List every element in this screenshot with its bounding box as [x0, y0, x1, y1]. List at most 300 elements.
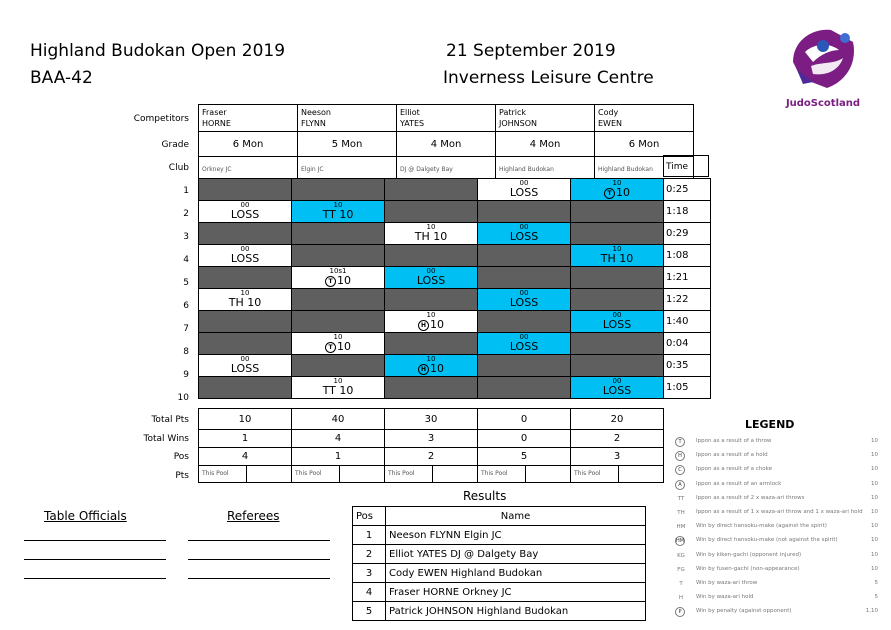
legend-description: Win by direct hansoku-make (not against the spirit): [696, 537, 838, 544]
label-club: Club: [168, 163, 189, 173]
contest-time-cell: 1:21: [664, 267, 711, 289]
pool-points-value: [526, 466, 570, 482]
score-box: [478, 333, 570, 354]
score-detail: 10: [612, 245, 622, 253]
legend-symbol: [672, 607, 690, 617]
pool-points-split: [478, 466, 570, 482]
score-detail: 00: [519, 223, 529, 231]
legend-description: Ippon as a result of 2 x waza-ari throws: [696, 494, 805, 501]
score-box: [385, 267, 477, 288]
contest-cell: [199, 355, 292, 377]
total-wins-row: [199, 430, 664, 448]
contest-number: 1: [183, 186, 189, 196]
result-value: 10: [430, 318, 444, 331]
legend-code: T: [679, 581, 683, 587]
legend-points: 10: [871, 494, 878, 501]
pool-points-cell: [385, 466, 478, 483]
legend-points: 10: [871, 509, 878, 515]
score-result: [385, 275, 477, 287]
legend-symbol: [672, 565, 690, 575]
referees-label: Referees: [227, 509, 280, 523]
score-box: [292, 333, 384, 354]
contest-number: 3: [183, 232, 189, 242]
result-value: LOSS: [509, 296, 539, 309]
result-pos: 4: [353, 583, 386, 602]
competitor-name-cell: [397, 105, 496, 132]
legend-points: 5: [874, 580, 878, 586]
result-value: LOSS: [602, 384, 632, 397]
result-value: LOSS: [230, 362, 260, 375]
logo-emblem-icon: [783, 22, 863, 94]
contest-cell: [385, 333, 478, 355]
score-result: [385, 363, 477, 375]
legend-symbol: [672, 480, 690, 490]
contest-row: [199, 377, 711, 399]
total-points-row: [199, 409, 664, 430]
contest-time-cell: 1:18: [664, 201, 711, 223]
event-venue: Inverness Leisure Centre: [443, 68, 654, 88]
contest-cell: [199, 245, 292, 267]
score-result: [571, 319, 663, 331]
throw-icon: T: [325, 276, 336, 287]
total-total-wins-cell: 2: [571, 430, 664, 448]
label-competitors: Competitors: [133, 114, 189, 124]
result-value: LOSS: [509, 230, 539, 243]
contest-cell: [199, 333, 292, 355]
competitor-last-name: JOHNSON: [499, 119, 538, 128]
pool-points-cell: [292, 466, 385, 483]
contest-cell: [385, 179, 478, 201]
total-total-pts-cell: 30: [385, 409, 478, 430]
score-detail: 00: [426, 267, 436, 275]
competitor-name-cell: [595, 105, 694, 132]
legend-description: Win by direct hansoku-make (against the spirit): [696, 523, 827, 530]
total-pos-cell: 5: [478, 448, 571, 466]
signature-line: [24, 540, 166, 541]
result-pos: 1: [353, 526, 386, 545]
hold-icon: H: [418, 364, 429, 375]
legend-code: TH: [677, 510, 685, 516]
legend-points: 10: [871, 551, 878, 558]
contest-cell: [571, 201, 664, 223]
score-box: [292, 377, 384, 398]
result-value: LOSS: [416, 274, 446, 287]
signature-line: [188, 578, 330, 579]
contest-cell: [571, 377, 664, 399]
result-value: LOSS: [602, 318, 632, 331]
contest-cell: [385, 311, 478, 333]
legend-points: 10: [871, 523, 878, 530]
contest-cell: [571, 179, 664, 201]
legend-symbol: [672, 494, 690, 504]
result-value: TT 10: [322, 384, 354, 397]
contest-cell: [199, 201, 292, 223]
legend-circle-icon: T: [675, 437, 685, 447]
legend-symbol: [672, 579, 690, 589]
contest-cell: [292, 333, 385, 355]
result-value: TT 10: [322, 208, 354, 221]
contest-row: [199, 289, 711, 311]
result-value: LOSS: [230, 208, 260, 221]
competitor-grade-cell: 4 Mon: [496, 132, 595, 157]
legend-description: Ippon as a result of a hold: [696, 452, 768, 459]
total-pos-cell: 1: [292, 448, 385, 466]
contest-cell: [292, 355, 385, 377]
contest-row: [199, 223, 711, 245]
total-total-pts-cell: 0: [478, 409, 571, 430]
legend-points: 10: [871, 537, 878, 544]
competitor-club-cell: Highland Budokan: [595, 157, 694, 182]
contest-cell: [385, 223, 478, 245]
time-header: Time: [663, 155, 709, 177]
contest-cell: [199, 267, 292, 289]
legend-points: 10: [871, 452, 878, 459]
results-table: [352, 506, 646, 621]
score-box: [385, 311, 477, 332]
contest-time-cell: 0:04: [664, 333, 711, 355]
throw-icon: T: [325, 342, 336, 353]
score-result: [478, 341, 570, 353]
contest-cell: [385, 355, 478, 377]
score-box: [571, 245, 663, 266]
competitor-last-name: HORNE: [202, 119, 231, 128]
contest-cell: [478, 355, 571, 377]
competitor-first-name: Fraser: [202, 108, 227, 117]
total-total-pts-cell: 40: [292, 409, 385, 430]
score-detail: 00: [519, 179, 529, 187]
score-detail: 10: [426, 223, 436, 231]
logo-text: JudoScotland: [785, 98, 861, 109]
competitor-first-name: Cody: [598, 108, 619, 117]
legend-circle-icon: P: [675, 607, 685, 617]
contest-number: 9: [183, 370, 189, 380]
this-pool-label: This Pool: [292, 466, 340, 482]
legend-description: Ippon as a result of a throw: [696, 438, 772, 444]
competitor-club-cell: Highland Budokan: [496, 157, 595, 182]
result-pos: 5: [353, 602, 386, 621]
contest-row: [199, 333, 711, 355]
competitor-club-cell: DJ @ Dalgety Bay: [397, 157, 496, 182]
pool-points-cell: [571, 466, 664, 483]
legend-symbol: [672, 508, 690, 518]
contest-row: [199, 245, 711, 267]
pool-points-cell: [199, 466, 292, 483]
total-total-pts-cell: 10: [199, 409, 292, 430]
legend-points: 10: [871, 438, 878, 444]
results-header-row: [353, 507, 646, 526]
score-box: [292, 201, 384, 222]
contest-cell: [571, 311, 664, 333]
score-result: [292, 275, 384, 287]
contest-number: 6: [183, 301, 189, 311]
score-detail: 00: [612, 311, 622, 319]
contest-cell: [571, 245, 664, 267]
table-officials-label: Table Officials: [44, 509, 127, 523]
contest-cell: [199, 223, 292, 245]
event-date: 21 September 2019: [446, 41, 616, 61]
legend-code: H: [678, 595, 684, 602]
pool-code: BAA-42: [30, 68, 93, 88]
result-name: Patrick JOHNSON Highland Budokan: [386, 602, 646, 621]
contest-cell: [478, 223, 571, 245]
result-row: [353, 602, 646, 621]
score-detail: 00: [240, 201, 250, 209]
result-value: LOSS: [230, 252, 260, 265]
contest-cell: [571, 333, 664, 355]
result-row: [353, 526, 646, 545]
contest-cell: [199, 289, 292, 311]
result-value: LOSS: [509, 340, 539, 353]
legend-circle-icon: H: [675, 451, 685, 461]
legend-description: Ippon as a result of 1 x waza-ari throw and 1 x waza-ari hold: [696, 509, 863, 515]
legend-description: Win by kiken-gachi (opponent injured): [696, 551, 802, 558]
contest-cell: [478, 377, 571, 399]
score-box: [571, 377, 663, 398]
competitor-club-cell: Elgin JC: [298, 157, 397, 182]
contest-cell: [199, 311, 292, 333]
contest-time-cell: 1:22: [664, 289, 711, 311]
result-value: TH 10: [600, 252, 634, 265]
score-detail: 00: [519, 289, 529, 297]
competitor-last-name: FLYNN: [301, 119, 326, 128]
contest-cell: [292, 311, 385, 333]
contest-time-cell: 1:05: [664, 377, 711, 399]
competitor-first-name: Elliot: [400, 108, 420, 117]
legend-description: Win by waza-ari throw: [696, 580, 758, 586]
pool-points-value: [619, 466, 663, 482]
score-result: [292, 341, 384, 353]
contest-cell: [478, 311, 571, 333]
legend-points: 10: [871, 565, 878, 572]
contest-time-cell: 1:40: [664, 311, 711, 333]
legend-code: KG: [677, 552, 685, 559]
contest-cell: [292, 267, 385, 289]
contest-cell: [292, 179, 385, 201]
pool-points-split: [385, 466, 477, 482]
signature-line: [24, 578, 166, 579]
legend-description: Ippon as a result of a choke: [696, 466, 773, 473]
contest-time-cell: 0:29: [664, 223, 711, 245]
legend-points: 5: [874, 594, 878, 601]
legend-description: Ippon as a result of an armlock: [696, 480, 782, 487]
score-box: [199, 289, 291, 310]
result-value: LOSS: [509, 186, 539, 199]
contest-cell: [292, 377, 385, 399]
score-result: [478, 231, 570, 243]
competitor-grade-cell: 6 Mon: [595, 132, 694, 157]
score-result: [385, 319, 477, 331]
this-pool-label: This Pool: [478, 466, 526, 482]
contest-cell: [199, 179, 292, 201]
contest-number: 5: [183, 278, 189, 288]
contest-row: [199, 179, 711, 201]
score-box: [385, 355, 477, 376]
pool-points-split: [199, 466, 291, 482]
competitor-name-cell: [298, 105, 397, 132]
legend-description: Win by penalty (against opponent): [696, 608, 792, 615]
contest-time-cell: 0:35: [664, 355, 711, 377]
contest-cell: [385, 245, 478, 267]
contest-row: [199, 355, 711, 377]
contest-cell: [571, 355, 664, 377]
pool-points-split: [571, 466, 663, 482]
contest-cell: [292, 223, 385, 245]
label-pos: Pos: [173, 452, 189, 462]
contest-number: 4: [183, 255, 189, 265]
contest-cell: [478, 267, 571, 289]
legend-circle-icon: C: [675, 465, 685, 475]
total-pos-cell: 4: [199, 448, 292, 466]
contest-row: [199, 201, 711, 223]
hold-icon: H: [418, 320, 429, 331]
result-value: TH 10: [414, 230, 448, 243]
contest-cell: [292, 289, 385, 311]
score-box: [478, 289, 570, 310]
contest-row: [199, 267, 711, 289]
competitor-club-cell: Orkney JC: [199, 157, 298, 182]
contest-cell: [478, 289, 571, 311]
contest-number: 10: [177, 393, 189, 403]
score-result: [571, 385, 663, 397]
total-total-wins-cell: 0: [478, 430, 571, 448]
score-box: [199, 245, 291, 266]
score-detail: 10: [612, 179, 622, 187]
competitor-grades-row: [199, 132, 694, 157]
result-pos: 3: [353, 564, 386, 583]
result-value: TH 10: [228, 296, 262, 309]
this-pool-label: This Pool: [385, 466, 433, 482]
legend-points: 10: [871, 480, 878, 487]
this-pool-label: This Pool: [199, 466, 247, 482]
contest-cell: [385, 377, 478, 399]
score-detail: 00: [519, 333, 529, 341]
label-total-wins: Total Wins: [143, 434, 189, 444]
legend-symbol: [672, 437, 690, 447]
pool-points-value: [247, 466, 291, 482]
result-value: 10: [616, 186, 630, 199]
competitor-grade-cell: 6 Mon: [199, 132, 298, 157]
score-result: [571, 187, 663, 199]
score-box: [571, 179, 663, 200]
contest-cell: [478, 179, 571, 201]
results-title: Results: [463, 489, 507, 503]
signature-line: [188, 559, 330, 560]
score-detail: 10: [333, 201, 343, 209]
judoscotland-logo: [783, 22, 863, 114]
result-row: [353, 545, 646, 564]
result-row: [353, 564, 646, 583]
result-value: 10: [430, 362, 444, 375]
competitor-grade-cell: 4 Mon: [397, 132, 496, 157]
contest-number: 8: [183, 347, 189, 357]
pool-points-row: [199, 466, 664, 483]
competitor-name-cell: [199, 105, 298, 132]
competitor-last-name: EWEN: [598, 119, 623, 128]
score-result: [199, 253, 291, 265]
results-name-header: Name: [386, 507, 646, 526]
score-box: [478, 223, 570, 244]
competitor-name-cell: [496, 105, 595, 132]
score-box: [385, 223, 477, 244]
contest-grid: [198, 178, 711, 399]
throw-icon: T: [604, 188, 615, 199]
totals-table: [198, 408, 664, 483]
result-name: Elliot YATES DJ @ Dalgety Bay: [386, 545, 646, 564]
contest-time-cell: 0:25: [664, 179, 711, 201]
contest-row: [199, 311, 711, 333]
result-name: Cody EWEN Highland Budokan: [386, 564, 646, 583]
legend-circle-icon: HM: [676, 538, 685, 545]
contest-cell: [292, 201, 385, 223]
legend-symbol: [672, 593, 690, 603]
score-detail: 00: [612, 377, 622, 385]
score-detail: 10: [333, 377, 343, 385]
legend-code: TT: [677, 495, 685, 502]
result-name: Fraser HORNE Orkney JC: [386, 583, 646, 602]
score-result: [571, 253, 663, 265]
competitor-first-name: Neeson: [301, 108, 331, 117]
contest-cell: [292, 245, 385, 267]
legend-description: Win by waza-ari hold: [696, 594, 754, 601]
score-result: [199, 297, 291, 309]
this-pool-label: This Pool: [571, 466, 619, 482]
score-box: [199, 355, 291, 376]
label-grade: Grade: [161, 140, 189, 150]
score-result: [385, 231, 477, 243]
score-detail: 00: [240, 355, 250, 363]
legend-symbol: [672, 465, 690, 475]
legend-symbol: [672, 522, 690, 532]
competitor-header-table: [198, 104, 694, 182]
legend-points: 1,10: [865, 608, 878, 615]
contest-cell: [478, 201, 571, 223]
competitor-names-row: [199, 105, 694, 132]
total-pos-cell: 3: [571, 448, 664, 466]
score-result: [292, 209, 384, 221]
competitor-last-name: YATES: [400, 119, 425, 128]
contest-number: 2: [183, 209, 189, 219]
competitor-first-name: Patrick: [499, 108, 527, 117]
score-result: [199, 209, 291, 221]
signature-line: [188, 540, 330, 541]
result-value: 10: [337, 274, 351, 287]
pool-points-value: [433, 466, 477, 482]
result-pos: 2: [353, 545, 386, 564]
contest-cell: [571, 223, 664, 245]
legend-code: FG: [677, 566, 685, 573]
score-result: [292, 385, 384, 397]
legend-symbol: [672, 451, 690, 461]
score-box: [292, 267, 384, 288]
contest-cell: [571, 267, 664, 289]
signature-line: [24, 559, 166, 560]
legend-symbol: [672, 551, 690, 561]
total-total-wins-cell: 3: [385, 430, 478, 448]
score-result: [478, 187, 570, 199]
contest-cell: [385, 289, 478, 311]
total-pos-cell: 2: [385, 448, 478, 466]
score-detail: 10: [240, 289, 250, 297]
legend-code: HM: [676, 524, 686, 531]
event-title: Highland Budokan Open 2019: [30, 41, 286, 61]
score-detail: 10: [426, 355, 436, 363]
score-box: [571, 311, 663, 332]
legend-circle-icon: A: [675, 480, 685, 490]
score-detail: 10s1: [329, 267, 347, 275]
contest-number: 7: [183, 324, 189, 334]
contest-cell: [385, 267, 478, 289]
score-detail: 10: [426, 311, 436, 319]
